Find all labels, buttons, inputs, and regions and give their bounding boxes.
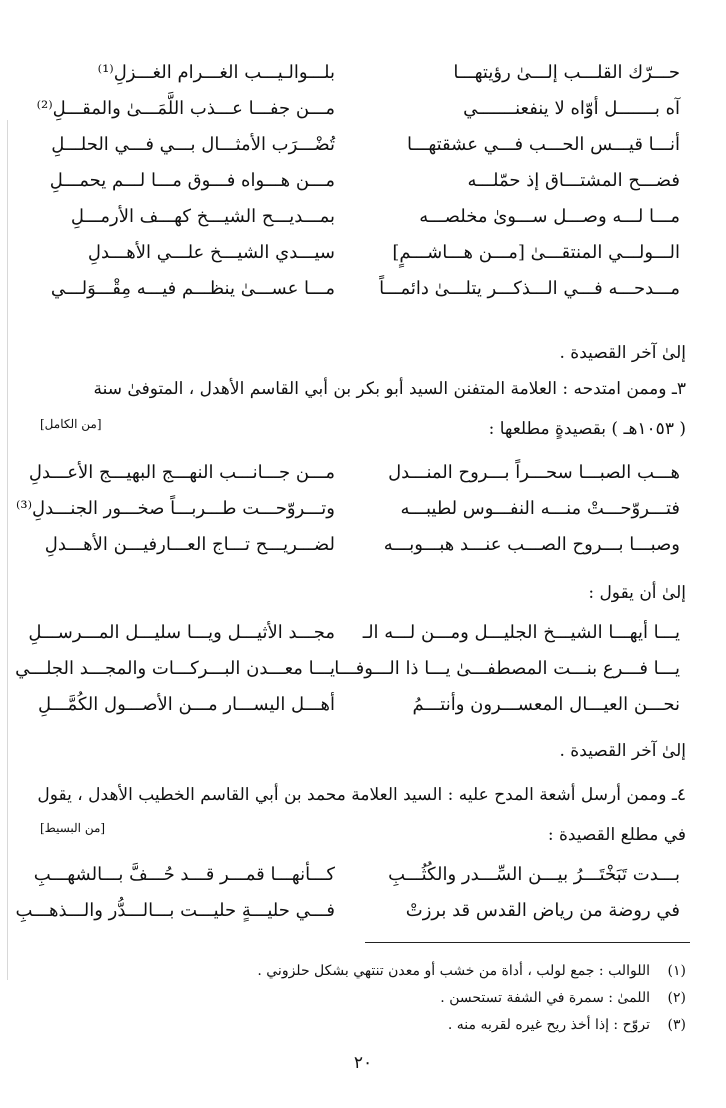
verse-first-hemistich: فتـــروّحـــتْ منـــه النفـــوس لطيبـــه	[400, 498, 680, 519]
verse-second-hemistich: مـــن جـــانـــب النهـــج البهيـــج الأعـــدلِ	[28, 462, 335, 483]
verse-row	[33, 860, 680, 896]
verse-row	[40, 58, 680, 94]
verse-first-hemistich: بـــدت تَبَخْتَـــرُ بيـــن السِّـــدر والكُثُـــبِ	[388, 864, 680, 885]
verse-row	[40, 274, 680, 310]
poem-ending-note: إلىٰ آخر القصيدة .	[559, 343, 686, 363]
verse-second-hemistich: وتـــروّحـــت طـــربـــاً صخـــور الجنـــدلِ⁽³⁾	[16, 498, 335, 519]
verse-first-hemistich: يـــا فـــرع بنـــت المصطفـــىٰ يـــا ذا الـــوفـــا	[334, 658, 680, 679]
verse-second-hemistich: أهـــل اليســـار مـــن الأصـــول الكُمَّـــلِ	[38, 694, 335, 715]
verse-second-hemistich: يـــا معـــدن البـــركـــات والمجـــد الجلـــي	[15, 658, 335, 679]
verse-first-hemistich: نحـــن العيـــال المعســـرون وأنتـــمُ	[412, 694, 680, 715]
verse-second-hemistich: سيـــدي الشيـــخ علـــي الأهـــدلِ	[87, 242, 335, 263]
footnote-number: (٢)	[667, 990, 686, 1006]
footnotes	[26, 958, 686, 1039]
verse-row	[15, 896, 680, 932]
verse-first-hemistich: وصبـــا بـــروح الصـــب عنـــد هبـــوبـــه	[383, 534, 680, 555]
verse-row	[40, 130, 680, 166]
footnote	[26, 958, 686, 985]
verse-first-hemistich: الـــولـــي المنتقـــىٰ [مـــن هـــاشـــمٍ]	[392, 242, 680, 263]
verse-first-hemistich: مـــا لـــه وصـــل ســـوىٰ مخلصـــه	[419, 206, 680, 227]
verse-second-hemistich: مجـــد الأثيـــل ويـــا سليـــل المـــرســـلِ	[28, 622, 335, 643]
footnote-number: (٣)	[667, 1017, 686, 1033]
margin-line	[7, 120, 8, 980]
poem-4	[15, 860, 680, 932]
verse-second-hemistich: مـــن جفـــا عـــذب اللَّمَـــىٰ والمقـــلِ⁽²⁾	[36, 98, 335, 119]
verse-row	[40, 238, 680, 274]
verse-row	[40, 690, 680, 726]
meter-label: [من الكامل]	[40, 417, 102, 431]
footnote	[26, 1012, 686, 1039]
footnote-number: (١)	[667, 963, 686, 979]
verse-second-hemistich: لضـــريـــح تـــاج العـــارفيـــن الأهـــدلِ	[44, 534, 335, 555]
verse-second-hemistich: مـــا عســـىٰ ينظـــم فيـــه مِقْـــوَلـــي	[50, 278, 335, 299]
verse-row	[15, 654, 680, 690]
paragraph-4-line-2: في مطلع القصيدة :	[547, 825, 686, 845]
footnote-text: اللمىٰ : سمرة في الشفة تستحسن .	[440, 990, 650, 1006]
meter-label: [من البسيط]	[40, 821, 106, 835]
transition-note: إلىٰ أن يقول :	[588, 583, 686, 603]
verse-first-hemistich: مـــدحـــه فـــي الـــذكـــر يتلـــىٰ دائمـــاً	[379, 278, 680, 299]
verse-second-hemistich: مـــن هـــواه فـــوق مـــا لـــم يحمـــلِ	[49, 170, 335, 191]
verse-first-hemistich: فضـــح المشتـــاق إذ حمّلـــه	[467, 170, 680, 191]
verse-row	[28, 458, 680, 494]
verse-row	[16, 494, 680, 530]
verse-row	[40, 202, 680, 238]
verse-second-hemistich: فـــي حليـــةٍ حليـــت بـــالـــدُّر والـــذهـــبِ	[15, 900, 335, 921]
verse-first-hemistich: آه بـــــــل أوّاه لا ينفعنـــــــي	[463, 98, 680, 119]
poem-2	[16, 458, 680, 566]
verse-row	[40, 166, 680, 202]
paragraph-3-line-1: ٣ـ وممن امتدحه : العلامة المتفنن السيد أبو بكر بن أبي القاسم الأهدل ، المتوفىٰ سنة	[93, 379, 686, 399]
paragraph-3-line-2: ( ١٠٥٣هـ ) بقصيدةٍ مطلعها :	[488, 419, 686, 439]
verse-second-hemistich: بمـــديـــح الشيـــخ كهـــف الأرمـــلِ	[70, 206, 335, 227]
footnote	[26, 985, 686, 1012]
poem-3	[15, 618, 680, 726]
paragraph-4-line-1: ٤ـ وممن أرسل أشعة المدح عليه : السيد العلامة محمد بن أبي القاسم الخطيب الأهدل ، يقول	[37, 785, 686, 805]
footnote-separator	[365, 942, 690, 943]
verse-second-hemistich: تُضْـــرَب الأمثـــال بـــي فـــي الحلـــلِ	[51, 134, 335, 155]
poem-ending-note: إلىٰ آخر القصيدة .	[559, 741, 686, 761]
verse-second-hemistich: كـــأنهـــا قمـــر قـــد حُـــفَّ بـــالشهـــبِ	[33, 864, 335, 885]
verse-first-hemistich: أنـــا قيـــس الحـــب فـــي عشقتهـــا	[407, 134, 680, 155]
verse-first-hemistich: هـــب الصبـــا سحـــراً بـــروح المنـــدل	[388, 462, 680, 483]
verse-second-hemistich: بلـــوالـيـــب الغـــرام الغـــزلِ⁽¹⁾	[97, 62, 335, 83]
verse-row	[36, 94, 680, 130]
verse-row	[40, 530, 680, 566]
page-number: ٢٠	[353, 1053, 373, 1073]
verse-first-hemistich: حـــرّك القلـــب إلـــىٰ رؤيتهـــا	[453, 62, 680, 83]
verse-first-hemistich: في روضة من رياض القدس قد برزتْ	[405, 900, 680, 921]
verse-row	[28, 618, 680, 654]
verse-first-hemistich: يـــا أيهـــا الشيـــخ الجليـــل ومـــن لـــه الـ	[362, 622, 680, 643]
footnote-text: تروّح : إذا أخذ ريح غيره لقربه منه .	[447, 1017, 650, 1033]
footnote-text: اللوالب : جمع لولب ، أداة من خشب أو معدن تنتهي بشكل حلزوني .	[257, 963, 650, 979]
poem-1	[36, 58, 680, 310]
